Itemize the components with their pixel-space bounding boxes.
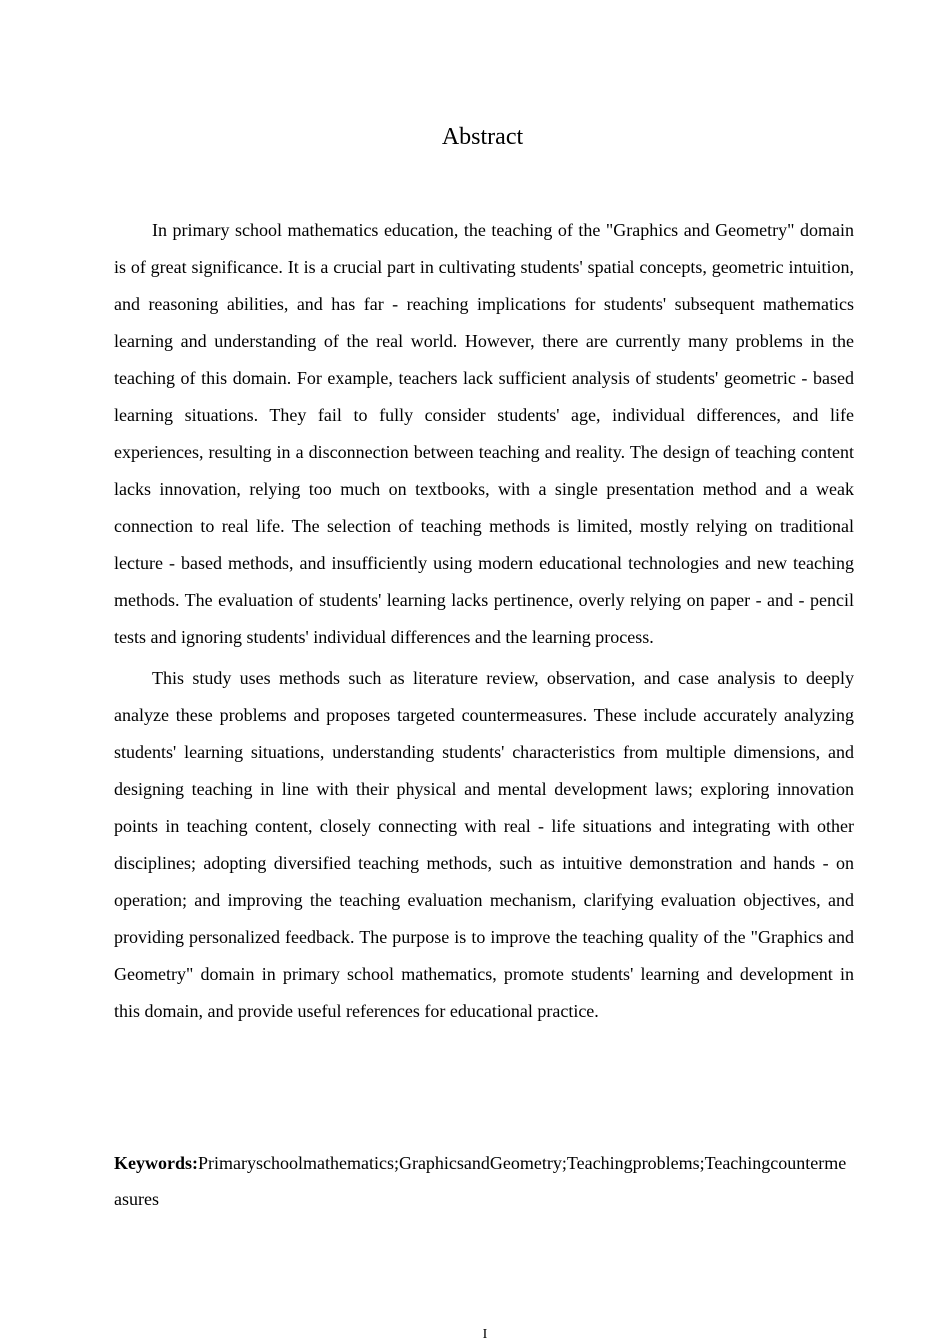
- keywords-text: Primaryschoolmathematics;GraphicsandGeometry;Teachingproblems;Teachingcountermeasures: [114, 1153, 847, 1209]
- abstract-body: [114, 212, 854, 1030]
- page-number: I: [482, 1327, 488, 1342]
- keywords-section: [114, 1145, 854, 1217]
- keywords-label: Keywords:: [114, 1153, 198, 1173]
- abstract-paragraph-2: This study uses methods such as literature review, observation, and case analysis to deeply analyze these problems and proposes targeted countermeasures. These include accurately analyzing students' learning situations, understanding students' characteristics from multiple dimensions, and designing teaching in line with their physical and mental development laws; exploring innovation points in teaching content, closely connecting with real - life situations and integrating with other disciplines; adopting diversified teaching methods, such as intuitive demonstration and hands - on operation; and improving the teaching evaluation mechanism, clarifying evaluation objectives, and providing personalized feedback. The purpose is to improve the teaching quality of the "Graphics and Geometry" domain in primary school mathematics, promote students' learning and development in this domain, and provide useful references for educational practice.: [114, 668, 854, 1021]
- abstract-title: Abstract: [441, 124, 524, 150]
- abstract-paragraph-1: In primary school mathematics education, the teaching of the "Graphics and Geometry" domain is of great significance. It is a crucial part in cultivating students' spatial concepts, geometric intuition, and reasoning abilities, and has far - reaching implications for students' subsequent mathematics learning and understanding of the real world. However, there are currently many problems in the teaching of this domain. For example, teachers lack sufficient analysis of students' geometric - based learning situations. They fail to fully consider students' age, individual differences, and life experiences, resulting in a disconnection between teaching and reality. The design of teaching content lacks innovation, relying too much on textbooks, with a single presentation method and a weak connection to real life. The selection of teaching methods is limited, mostly relying on traditional lecture - based methods, and insufficiently using modern educational technologies and new teaching methods. The evaluation of students' learning lacks pertinence, overly relying on paper - and - pencil tests and ignoring students' individual differences and the learning process.: [114, 220, 854, 647]
